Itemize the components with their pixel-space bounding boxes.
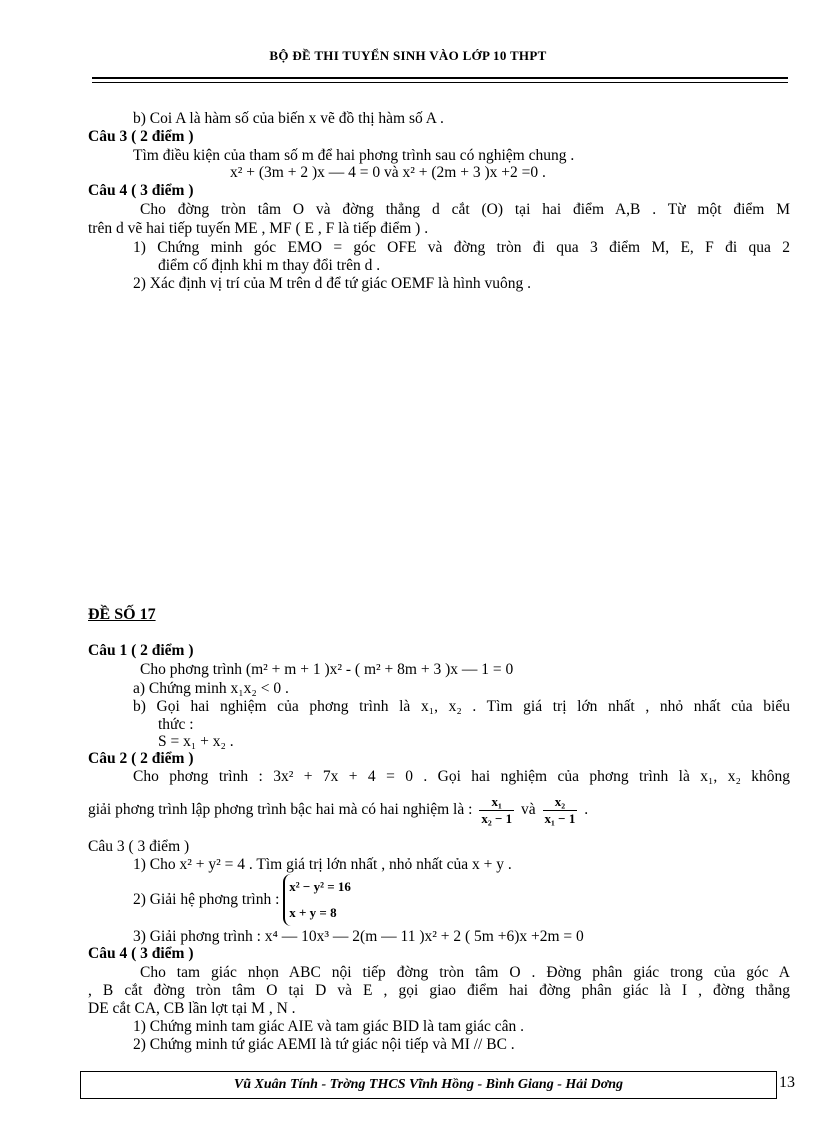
cau4-title: Câu 4 ( 3 điểm ) [88, 182, 194, 199]
item-b: b) Coi A là hàm số của biến x vẽ đồ thị hàm số A . [133, 110, 444, 127]
c2-line1: Cho phơng trình : 3x² + 7x + 4 = 0 . Gọi hai nghiệm của phơng trình là x₁, x₂ không [133, 768, 790, 785]
cau4-q2: 2) Xác định vị trí của M trên d để tứ giác OEMF là hình vuông . [133, 275, 531, 292]
page-header: BỘ ĐỀ THI TUYỂN SINH VÀO LỚP 10 THPT [269, 48, 547, 63]
fraction-1-num: x₁ [479, 794, 514, 811]
c3-title: Câu 3 ( 3 điểm ) [88, 838, 190, 855]
fraction-1 [479, 794, 514, 827]
c4-q2: 2) Chứng minh tứ giác AEMI là tứ giác nội tiếp và MI // BC . [133, 1036, 515, 1053]
c4-line2: , B cắt đờng tròn tâm O tại D và E , gọi giao điểm hai đờng phân giác là I , đờng thẳng [88, 982, 790, 999]
fraction-2-num: x₂ [543, 794, 578, 811]
system-eq-1: x² − y² = 16 [289, 879, 351, 894]
cau4-line1: Cho đờng tròn tâm O và đờng thẳng d cắt (O) tại hai điểm A,B . Từ một điểm M [140, 201, 790, 218]
c1-b-line3: S = x₁ + x₂ . [158, 733, 234, 750]
header-rule [92, 77, 788, 79]
cau3-equation: x² + (3m + 2 )x — 4 = 0 và x² + (2m + 3 )x +2 =0 . [230, 164, 546, 181]
c4-title: Câu 4 ( 3 điểm ) [88, 945, 194, 962]
c3-q2 [133, 874, 351, 926]
c1-b-line2: thức : [158, 716, 194, 733]
page-number: 13 [779, 1074, 795, 1091]
cau4-q1-line2: điểm cố định khi m thay đổi trên d . [158, 257, 381, 274]
cau4-q1-line1: 1) Chứng minh góc EMO = góc OFE và đờng tròn đi qua 3 điểm M, E, F đi qua 2 [133, 239, 790, 256]
c3-q3: 3) Giải phơng trình : x⁴ — 10x³ — 2(m — 11 )x² + 2 ( 5m +6)x +2m = 0 [133, 928, 584, 945]
page-footer: Vũ Xuân Tính - Trờng THCS Vĩnh Hồng - Bình Giang - Hải Dơng [80, 1071, 777, 1099]
c3-q1: 1) Cho x² + y² = 4 . Tìm giá trị lớn nhất , nhỏ nhất của x + y . [133, 856, 512, 873]
c2-line2: giải phơng trình lập phơng trình bậc hai mà có hai nghiệm là : $\frac{\text{x₁}}{\text{x₂ − 1}}$ và $\frac{\text{x₂}}{\text{x₁ − 1}}$ . [88, 794, 589, 826]
c4-q1: 1) Chứng minh tam giác AIE và tam giác BID là tam giác cân . [133, 1018, 525, 1035]
exam-title: ĐỀ SỐ 17 [88, 606, 156, 623]
c2-line2-text: giải phơng trình lập phơng trình bậc hai mà có hai nghiệm là : [88, 801, 473, 819]
c4-line3: DE cắt CA, CB lần lợt tại M , N . [88, 1000, 296, 1017]
fraction-2 [543, 794, 578, 827]
c1-a: a) Chứng minh x₁x₂ < 0 . [133, 680, 289, 697]
fraction-1-den: x₂ − 1 [481, 811, 513, 826]
c1-title: Câu 1 ( 2 điểm ) [88, 642, 194, 659]
header-rule-thin [92, 82, 788, 83]
cau4-line2: trên d vẽ hai tiếp tuyến ME , MF ( E , F là tiếp điểm ) . [88, 220, 429, 237]
system-eq-2: x + y = 8 [289, 905, 337, 920]
c3-q2-text: 2) Giải hệ phơng trình : [133, 891, 280, 908]
c4-line1: Cho tam giác nhọn ABC nội tiếp đờng tròn tâm O . Đờng phân giác trong của góc A [140, 964, 790, 981]
c1-text: Cho phơng trình (m² + m + 1 )x² - ( m² + 8m + 3 )x — 1 = 0 [140, 661, 514, 678]
equation-system [283, 874, 351, 926]
c2-title: Câu 2 ( 2 điểm ) [88, 750, 194, 767]
cau3-text: Tìm điều kiện của tham số m để hai phơng trình sau có nghiệm chung . [133, 147, 575, 164]
c1-b-line1: b) Gọi hai nghiệm của phơng trình là x₁, x₂ . Tìm giá trị lớn nhất , nhỏ nhất của biểu [133, 698, 790, 715]
c2-and: và [521, 801, 536, 819]
cau3-title: Câu 3 ( 2 điểm ) [88, 128, 194, 145]
fraction-2-den: x₁ − 1 [544, 811, 576, 826]
